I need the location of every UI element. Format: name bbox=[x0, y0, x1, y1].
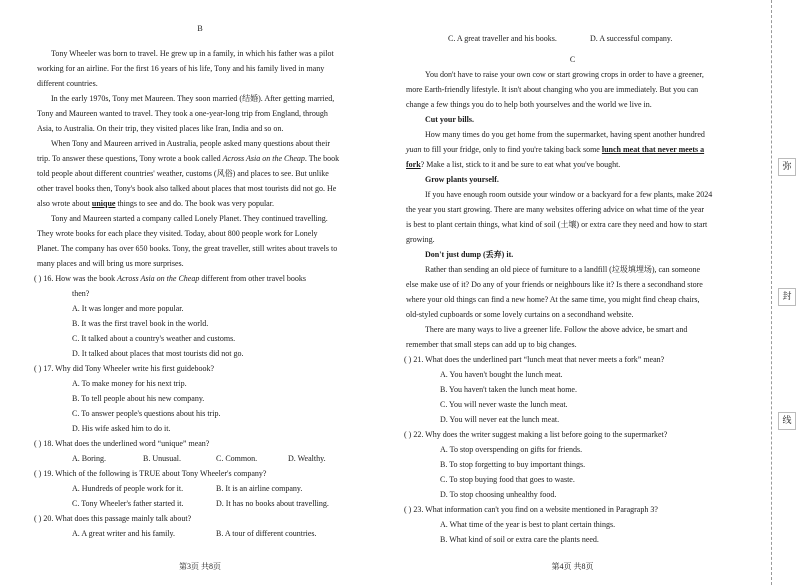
question-20: ( ) 20. What does this passage mainly talk about? bbox=[34, 514, 192, 523]
passage-c-p1-line1: You don't have to raise your own cow or start growing crops in order to have a greener, bbox=[425, 70, 704, 79]
passage-b-p4-line4: many places and will bring us more surprises. bbox=[37, 259, 184, 268]
passage-c-p5-line1: There are many ways to live a greener life. Follow the above advice, be smart and bbox=[425, 325, 688, 334]
passage-b-p4-line2: They wrote books for each place they visited. Today, about 800 people work for Lonely bbox=[37, 229, 318, 238]
passage-b-p3-line4: other travel books then, Tony's book also talked about places that most tourists did not go. He bbox=[37, 184, 337, 193]
passage-b-p3-line5 bbox=[37, 197, 274, 212]
passage-b-p1-line2: working for an airline. For the first 16 years of his life, Tony and his family lived in many bbox=[37, 64, 325, 73]
q23-option-a: A. What time of the year is best to plant certain things. bbox=[440, 520, 616, 529]
passage-c-p3-line3: is best to plant certain things, what kind of soil (土壤) or extra care they need and how to start bbox=[406, 220, 708, 229]
question-21: ( ) 21. What does the underlined part “lunch meat that never meets a fork” mean? bbox=[404, 355, 665, 364]
q22-option-d: D. To stop choosing unhealthy food. bbox=[440, 490, 557, 499]
right-page-footer: 第4页 共8页 bbox=[551, 562, 594, 571]
underlined-word-unique: unique bbox=[91, 199, 116, 208]
q18-option-c: C. Common. bbox=[216, 454, 258, 463]
q20-option-d: D. A successful company. bbox=[590, 34, 673, 43]
underlined-lunch-meat: lunch meat that never meets a bbox=[601, 145, 705, 154]
passage-c-p2-line1: How many times do you get home from the supermarket, having spent another hundred bbox=[425, 130, 705, 139]
passage-c-p4-line2: else make use of it? Do any of your friends or neighbours like it? Is there a secondhand store bbox=[406, 280, 703, 289]
q21-option-a: A. You haven't bought the lunch meat. bbox=[440, 370, 563, 379]
q17-option-d: D. His wife asked him to do it. bbox=[72, 424, 171, 433]
q23-option-b: B. What kind of soil or extra care the plants need. bbox=[440, 535, 599, 544]
passage-c-p1-line2: more Earth-friendly lifestyle. It isn't about changing who you are immediately. But you can bbox=[406, 85, 699, 94]
q19-option-a: A. Hundreds of people work for it. bbox=[72, 484, 184, 493]
passage-c-p3-line1: If you have enough room outside your window or a backyard for a few plants, make 2024 bbox=[425, 190, 713, 199]
q20-option-c: C. A great traveller and his books. bbox=[448, 34, 557, 43]
section-c-heading: C bbox=[569, 55, 576, 64]
p3e-pre: also wrote about bbox=[37, 199, 92, 208]
question-22: ( ) 22. Why does the writer suggest making a list before going to the supermarket? bbox=[404, 430, 668, 439]
passage-b-p1-line1: Tony Wheeler was born to travel. He grew up in a family, in which his father was a pilot bbox=[51, 49, 334, 58]
question-16 bbox=[34, 272, 306, 287]
p3-text-pre: trip. To answer these questions, Tony wrote a book called bbox=[37, 154, 223, 163]
q18-option-b: B. Unusual. bbox=[143, 454, 181, 463]
subheading-grow-plants: Grow plants yourself. bbox=[425, 175, 499, 184]
q20-option-b: B. A tour of different countries. bbox=[216, 529, 317, 538]
q17-option-b: B. To tell people about his new company. bbox=[72, 394, 205, 403]
p2b-pre: to fill your fridge, only to find you're taking back some bbox=[421, 145, 602, 154]
passage-c-p1-line3: change a few things you do to help both yourselves and the world we live in. bbox=[406, 100, 652, 109]
q21-option-d: D. You will never eat the lunch meat. bbox=[440, 415, 560, 424]
binding-char-3: 线 bbox=[778, 412, 796, 430]
q17-option-a: A. To make money for his next trip. bbox=[72, 379, 187, 388]
binding-margin bbox=[771, 0, 800, 585]
passage-b-p4-line3: Planet. The company has over 650 books. Tony, the great traveller, still writes about travels to bbox=[37, 244, 338, 253]
passage-c-p3-line2: the year you start growing. There are many websites offering advice on what time of the year bbox=[406, 205, 705, 214]
q21-option-b: B. You haven't taken the lunch meat home. bbox=[440, 385, 577, 394]
q19-option-b: B. It is an airline company. bbox=[216, 484, 303, 493]
q18-option-d: D. Wealthy. bbox=[288, 454, 326, 463]
passage-c-p5-line2: remember that small steps can add up to big changes. bbox=[406, 340, 577, 349]
left-page-footer: 第3页 共8页 bbox=[179, 562, 221, 571]
word-yuan: yuan bbox=[406, 145, 422, 154]
q16-option-c: C. It talked about a country's weather and customs. bbox=[72, 334, 236, 343]
q16-option-a: A. It was longer and more popular. bbox=[72, 304, 184, 313]
q16-option-d: D. It talked about places that most tourists did not go. bbox=[72, 349, 244, 358]
passage-c-p4-line1: Rather than sending an old piece of furniture to a landfill (垃圾填埋场), can someone bbox=[425, 265, 701, 274]
section-b-heading: B bbox=[197, 24, 203, 33]
passage-b-p1-line3: different countries. bbox=[37, 79, 98, 88]
q19-option-c: C. Tony Wheeler's father started it. bbox=[72, 499, 184, 508]
subheading-dont-dump: Don't just dump (丢弃) it. bbox=[425, 250, 514, 259]
subheading-cut-bills: Cut your bills. bbox=[425, 115, 474, 124]
passage-c-p4-line3: where your old things can find a new home? At the same time, you might find cheap chairs, bbox=[406, 295, 700, 304]
q16-option-b: B. It was the first travel book in the world. bbox=[72, 319, 209, 328]
passage-b-p2-line3: Asia, to Australia. On their trip, they visited places like Iran, India and so on. bbox=[37, 124, 284, 133]
book-title: Across Asia on the Cheap bbox=[222, 154, 305, 163]
passage-b-p2-line2: Tony and Maureen wanted to travel. They took a one-year-long trip from England, through bbox=[37, 109, 328, 118]
q21-option-c: C. You will never waste the lunch meat. bbox=[440, 400, 568, 409]
q19-option-d: D. It has no books about travelling. bbox=[216, 499, 329, 508]
p2c-post: ? Make a list, stick to it and be sure to eat what you've bought. bbox=[420, 160, 621, 169]
passage-b-p4-line1: Tony and Maureen started a company called Lonely Planet. They continued travelling. bbox=[51, 214, 328, 223]
passage-b-p3-line2 bbox=[37, 152, 339, 167]
p3e-post: things to see and do. The book was very popular. bbox=[115, 199, 274, 208]
question-19: ( ) 19. Which of the following is TRUE about Tony Wheeler's company? bbox=[34, 469, 267, 478]
passage-c-p3-line4: growing. bbox=[406, 235, 435, 244]
binding-char-1: 弥 bbox=[778, 158, 796, 176]
passage-c-p2-line3 bbox=[406, 158, 620, 173]
question-17: ( ) 17. Why did Tony Wheeler write his first guidebook? bbox=[34, 364, 215, 373]
binding-char-2: 封 bbox=[778, 288, 796, 306]
passage-c-p2-line2 bbox=[406, 143, 704, 158]
q16-book-title: Across Asia on the Cheap bbox=[117, 274, 200, 283]
question-18: ( ) 18. What does the underlined word “unique” mean? bbox=[34, 439, 210, 448]
q16-post: different from other travel books bbox=[199, 274, 307, 283]
underlined-fork: fork bbox=[406, 160, 421, 169]
passage-b-p3-line1: When Tony and Maureen arrived in Australia, people asked many questions about their bbox=[51, 139, 330, 148]
passage-b-p2-line1: In the early 1970s, Tony met Maureen. They soon married (结婚). After getting married, bbox=[51, 94, 335, 103]
passage-b-p3-line3: told people about different countries' weather, customs (风俗) and places to see. But unlike bbox=[37, 169, 329, 178]
q20-option-a: A. A great writer and his family. bbox=[72, 529, 176, 538]
q17-option-c: C. To answer people's questions about his trip. bbox=[72, 409, 221, 418]
q16-pre: ( ) 16. How was the book bbox=[34, 274, 118, 283]
question-16-cont: then? bbox=[72, 289, 90, 298]
passage-c-p4-line4: old-styled cupboards or some lovely curtains on a secondhand website. bbox=[406, 310, 634, 319]
q22-option-b: B. To stop forgetting to buy important things. bbox=[440, 460, 586, 469]
q22-option-c: C. To stop buying food that goes to waste. bbox=[440, 475, 575, 484]
q18-option-a: A. Boring. bbox=[72, 454, 106, 463]
question-23: ( ) 23. What information can't you find on a website mentioned in Paragraph 3? bbox=[404, 505, 658, 514]
p3-text-post: . The book bbox=[304, 154, 340, 163]
q22-option-a: A. To stop overspending on gifts for friends. bbox=[440, 445, 583, 454]
